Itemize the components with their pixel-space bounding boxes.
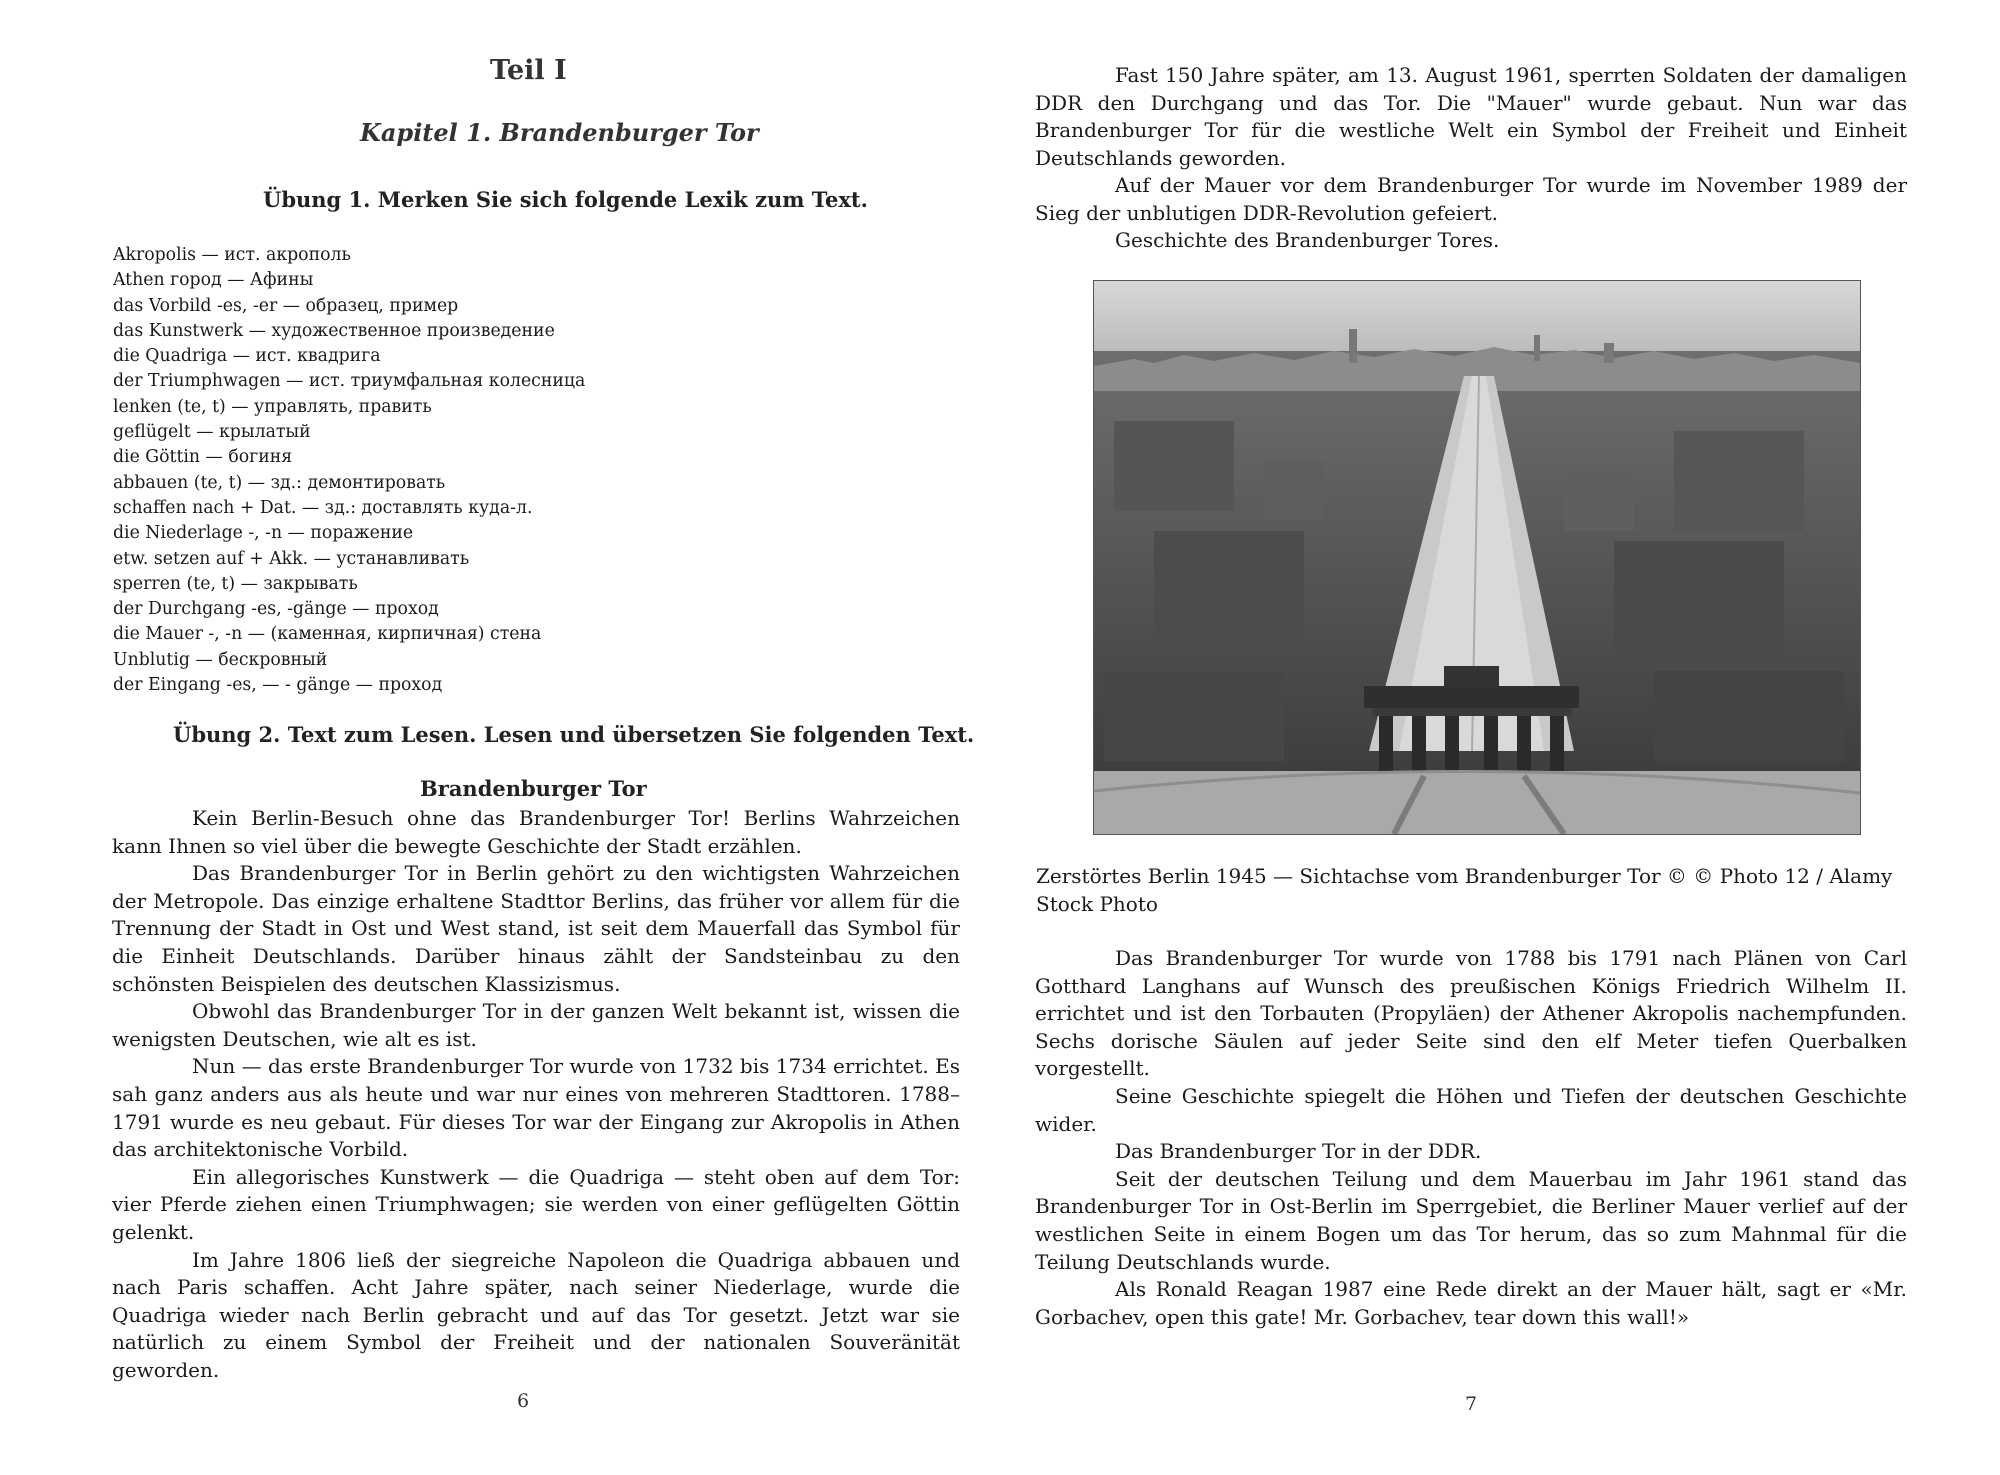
right-page: [1000, 0, 2000, 1475]
destroyed-berlin-photo: [1094, 281, 1860, 834]
vocab-item: etw. setzen auf + Akk. — устанавливать: [113, 548, 470, 569]
exercise-2-title: Übung 2. Text zum Lesen. Lesen und übersetzen Sie folgenden Text.: [173, 722, 975, 747]
vocab-item: Athen город — Афины: [113, 270, 314, 291]
paragraph: Das Brandenburger Tor wurde von 1788 bis 1791 nach Plänen von Carl Gotthard Langhans auf Wunsch des preußischen Königs Friedrich Wilhelm II. errichtet und ist den Torbauten (Propyläen) der Athener Akropolis nachempfunden. Sechs dorische Säulen auf jeder Seite sind den elf Meter tiefen Querbalken vorgestellt.: [1035, 946, 1907, 1081]
paragraph: Seine Geschichte spiegelt die Höhen und Tiefen der deutschen Geschichte wider.: [1035, 1083, 1907, 1136]
paragraph: Seit der deutschen Teilung und dem Mauerbau im Jahr 1961 stand das Brandenburger Tor in Ost-Berlin im Sperrgebiet, die Berliner Mauer verlief auf der westlichen Seite in einem Bogen um das Tor herum, das so zum Mahnmal für die Teilung Deutschlands wurde.: [1035, 1166, 1907, 1274]
paragraph: Obwohl das Brandenburger Tor in der ganzen Welt bekannt ist, wissen die wenigsten Deutschen, wie alt es ist.: [112, 999, 960, 1051]
vocab-item: sperren (te, t) — закрывать: [113, 573, 358, 594]
paragraph: Ein allegorisches Kunstwerk — die Quadriga — steht oben auf dem Tor: vier Pferde ziehen einen Triumphwagen; sie werden von einer geflügelten Göttin gelenkt.: [112, 1164, 960, 1244]
vocab-item: die Göttin — богиня: [113, 447, 293, 468]
vocab-item: das Vorbild -es, -er — образец, пример: [113, 295, 459, 316]
paragraph: Im Jahre 1806 ließ der siegreiche Napoleon die Quadriga abbauen und nach Paris schaffen. Acht Jahre später, nach seiner Niederlage, wurde die Quadriga wieder nach Berlin gebracht und auf das Tor gesetzt. Jetzt war sie natürlich zu einem Symbol der Freiheit und der nationalen Souveränität geworden.: [112, 1247, 960, 1382]
photo-caption: Zerstörtes Berlin 1945 — Sichtachse vom Brandenburger Tor © © Photo 12 / Alamy Stock Photo: [1036, 864, 1893, 916]
vocabulary-list: [113, 243, 733, 698]
part-title: Teil I: [490, 55, 567, 86]
historical-photo: [1093, 280, 1861, 835]
paragraph: Geschichte des Brandenburger Tores.: [1115, 228, 1500, 252]
page-number: 6: [517, 1390, 530, 1412]
vocab-item: das Kunstwerk — художественное произведение: [113, 320, 555, 341]
vocab-item: die Mauer -, -n — (каменная, кирпичная) стена: [113, 624, 542, 645]
paragraph: Auf der Mauer vor dem Brandenburger Tor wurde im November 1989 der Sieg der unblutigen DDR-Revolution gefeiert.: [1035, 173, 1907, 225]
vocab-item: Unblutig — бескровный: [113, 649, 328, 670]
reading-text: [112, 805, 960, 1384]
vocab-item: der Durchgang -es, -gänge — проход: [113, 599, 439, 620]
paragraph: Fast 150 Jahre später, am 13. August 1961, sperrten Soldaten der damaligen DDR den Durchgang und das Tor. Die "Mauer" wurde gebaut. Nun war das Brandenburger Tor für die westliche Welt ein Symbol der Freiheit und Einheit Deutschlands geworden.: [1035, 63, 1907, 170]
paragraph: Das Brandenburger Tor in der DDR.: [1115, 1139, 1482, 1164]
right-top-text: [1035, 62, 1907, 255]
vocab-item: lenken (te, t) — управлять, править: [113, 396, 432, 417]
paragraph: Kein Berlin-Besuch ohne das Brandenburger Tor! Berlins Wahrzeichen kann Ihnen so viel über die bewegte Geschichte der Stadt erzählen.: [112, 806, 960, 858]
vocab-item: Akropolis — ист. акрополь: [113, 245, 351, 265]
paragraph: Nun — das erste Brandenburger Tor wurde von 1732 bis 1734 errichtet. Es sah ganz anders aus als heute und war nur eines von mehreren Stadttoren. 1788–1791 wurde es neu gebaut. Für dieses Tor war der Eingang zur Akropolis in Athen das architektonische Vorbild.: [112, 1054, 960, 1162]
vocab-item: der Eingang -es, — - gänge — проход: [113, 675, 443, 696]
vocab-item: der Triumphwagen — ист. триумфальная колесница: [113, 371, 586, 392]
paragraph: Als Ronald Reagan 1987 eine Rede direkt an der Mauer hält, sagt er «Mr. Gorbachev, open this gate! Mr. Gorbachev, tear down this wall!»: [1035, 1277, 1907, 1329]
text-title: Brandenburger Tor: [420, 776, 647, 801]
chapter-title: Kapitel 1. Brandenburger Tor: [360, 118, 759, 147]
vocab-item: geflügelt — крылатый: [113, 422, 311, 443]
vocab-item: schaffen nach + Dat. — зд.: доставлять куда-л.: [113, 497, 533, 518]
vocab-item: abbauen (te, t) — зд.: демонтировать: [113, 472, 446, 493]
exercise-1-title: Übung 1. Merken Sie sich folgende Lexik zum Text.: [263, 187, 868, 212]
vocab-item: die Quadriga — ист. квадрига: [113, 346, 381, 367]
vocab-item: die Niederlage -, -n — поражение: [113, 523, 414, 544]
right-bottom-text: [1035, 945, 1907, 1331]
page-number: 7: [1465, 1393, 1478, 1415]
paragraph: Das Brandenburger Tor in Berlin gehört zu den wichtigsten Wahrzeichen der Metropole. Das einzige erhaltene Stadttor Berlins, das früher vor allem für die Trennung der Stadt in Ost und West stand, ist seit dem Mauerfall das Symbol für die Einheit Deutschlands. Darüber hinaus zählt der Sandsteinbau zu den schönsten Beispielen des deutschen Klassizismus.: [112, 861, 960, 996]
